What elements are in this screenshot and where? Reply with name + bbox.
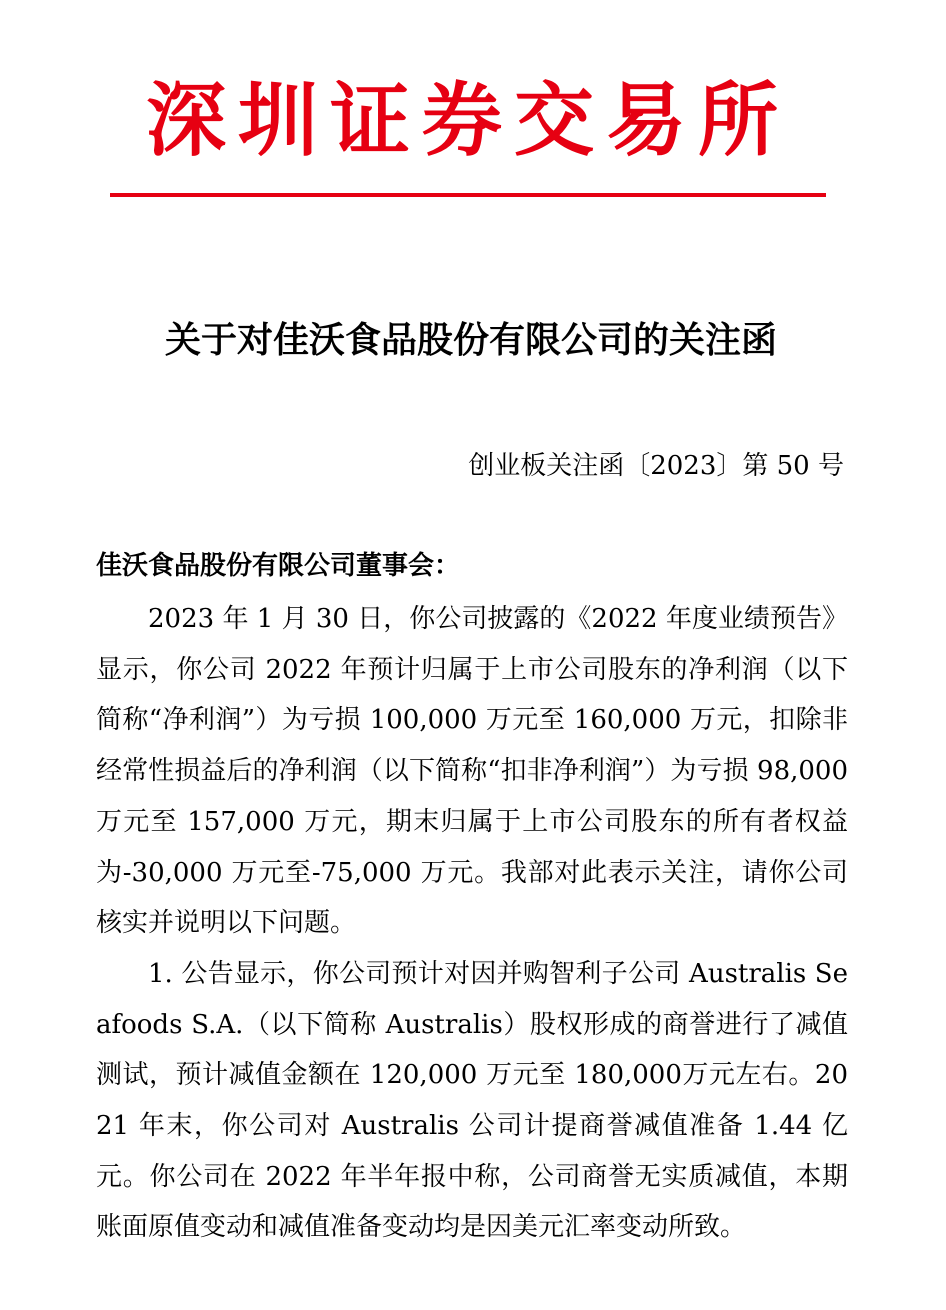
institution-masthead: 深圳证券交易所 xyxy=(146,73,790,167)
masthead-divider xyxy=(110,193,826,197)
letter-body xyxy=(96,594,848,1253)
document-title: 关于对佳沃食品股份有限公司的关注函 xyxy=(164,319,777,361)
body-paragraph-intro: 2023 年 1 月 30 日，你公司披露的《2022 年度业绩预告》显示，你公司 2022 年预计归属于上市公司股东的净利润（以下简称“净利润”）为亏损 100,000 万元至 160,000 万元，扣除非经常性损益后的净利润（以下简称“扣非净利润”）为亏损 98,000 万元至 157,000 万元，期末归属于上市公司股东的所有者权益为-30,000 万元至-75,000 万元。我部对此表示关注，请你公司核实并说明以下问题。 xyxy=(96,604,848,939)
salutation: 佳沃食品股份有限公司董事会： xyxy=(96,551,461,581)
document-number: 创业板关注函〔2023〕第 50 号 xyxy=(468,451,844,481)
body-paragraph-item-1: 1. 公告显示，你公司预计对因并购智利子公司 Australis Seafoods S.A.（以下简称 Australis）股权形成的商誉进行了减值测试，预计减值金额在 120,000 万元至 180,000万元左右。2021 年末，你公司对 Australis 公司计提商誉减值准备 1.44 亿元。你公司在 2022 年半年报中称，公司商誉无实质减值，本期账面原值变动和减值准备变动均是因美元汇率变动所致。 xyxy=(96,958,848,1243)
